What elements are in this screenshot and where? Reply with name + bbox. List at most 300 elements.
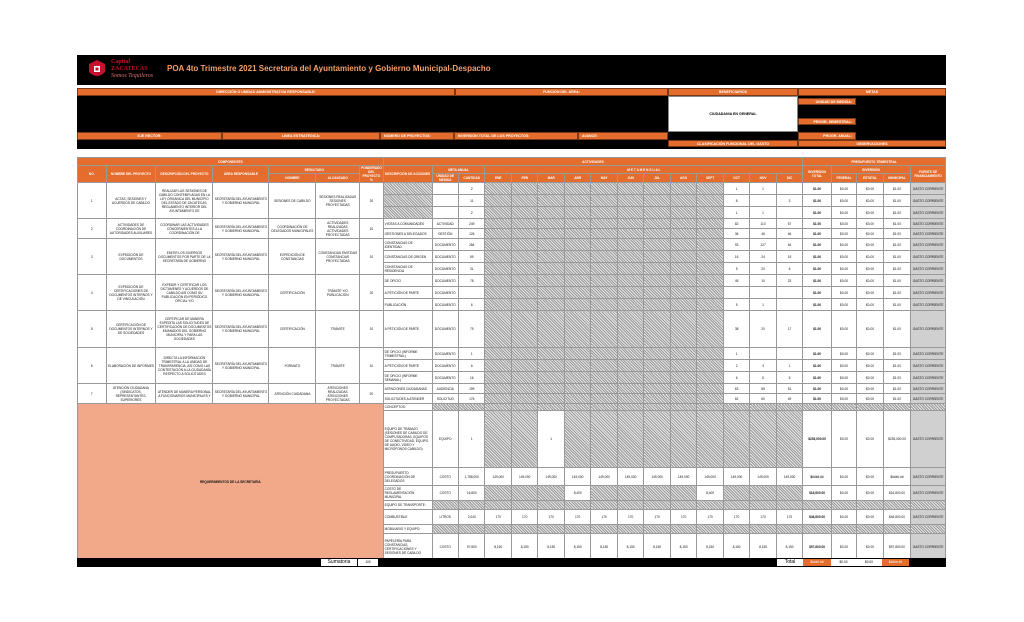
project-description: EXPEDIR Y CERTIFICAR LOS DICTÁMENES Y ACUERDOS DE CABILDO ASÍ COMO SU PUBLICACIÓN EN PERIÓDICO OFICIAL Y/O [156,275,213,311]
month-cell [670,207,696,219]
requirement-funding: GASTO CORRIENTE [911,510,946,525]
requirement-funding [911,501,946,510]
month-cell [564,287,590,299]
month-cell [591,394,617,404]
activity-description: DE OFICIO (INFORME TRIMESTRAL) [383,348,432,360]
requirement-month: 149,000 [697,468,723,486]
month-cell [591,311,617,348]
activity-quantity: 59 [459,251,485,263]
investment-federal: $0.00 [831,195,856,207]
requirement-quantity [459,525,485,534]
activity-description: A PETICIÓN DE PARTE [383,360,432,372]
requirement-month [750,486,776,501]
month-cell [617,195,643,207]
blank-cell [723,404,749,411]
investment-state: $0.00 [857,372,883,384]
investment-total: $1.00 [803,394,832,404]
requirement-month: 149,000 [617,468,643,486]
page-title: POA 4to Trimestre 2021 Secretaría del Ayuntamiento y Gobierno Municipal-Despacho [167,64,491,73]
requirement-total [803,525,832,534]
total-municipal: $####.## [882,559,909,566]
month-header-oct: OCT [723,174,749,183]
activity-quantity: 11 [459,195,485,207]
month-cell [697,183,723,195]
activity-unit: DOCUMENTO [432,239,458,251]
requirement-month: 149,000 [750,468,776,486]
activity-unit [432,183,458,195]
month-cell [564,311,590,348]
activity-quantity: 284 [459,239,485,251]
inversion-total-label: INVERSIÓN TOTAL DE LOS PROYECTOS: [454,132,578,140]
project-name: ACTIVIDADES DE COORDINACIÓN DE AUTORIDADES AUXILIARES [106,219,156,239]
requirement-month: 8,150 [776,534,802,560]
requirement-month: 170 [644,510,670,525]
table-body [78,158,946,560]
month-cell [538,219,564,229]
requirement-state: $0.00 [857,534,883,560]
resultado-nombre-header: NOMBRE [269,174,316,183]
investment-total: $1.00 [803,207,832,219]
requirement-unit: LITROS [432,510,458,525]
month-cell [591,360,617,372]
requirement-month: 170 [670,510,696,525]
month-cell [670,219,696,229]
project-area: SECRETARÍA DEL AYUNTAMIENTO Y GOBIERNO MUNICIPAL [213,219,269,239]
requirement-month [591,501,617,510]
activity-unit: AUDIENCIA [432,384,458,394]
project-number: 6 [78,348,107,384]
project-result-achieved: SESIONES REALIZADAS SESIONES PROYECTADAS [316,183,360,219]
project-description: CERTIFICAR DE MANERA EXPEDITA LAS SOLICITUDES DE CERTIFICACIÓN DE DOCUMENTOS EMANADOS DEL GOBIERNO MUNICIPAL Y PARA LAS SOCIEDADES [156,311,213,348]
investment-municipal: $1.00 [883,263,911,275]
investment-federal: $0.00 [831,299,856,311]
requirement-quantity: 1 [459,411,485,468]
month-cell [617,263,643,275]
month-oct: 2 [723,360,749,372]
requirement-month [670,486,696,501]
requirement-month [511,411,537,468]
blank-cell [511,404,537,411]
project-name: CERTIFICACIÓN DE DOCUMENTOS INTERNOS Y DE SOCIEDADES [106,311,156,348]
month-cell [564,360,590,372]
month-dic: 17 [776,311,802,348]
activity-unit: DOCUMENTO [432,251,458,263]
funding-source: GASTO CORRIENTE [911,275,946,287]
month-cell [644,311,670,348]
requirement-federal: $0.00 [831,486,856,501]
month-cell [644,219,670,229]
month-cell [617,183,643,195]
blank-cell [831,404,856,411]
month-cell [670,348,696,360]
activity-description [383,207,432,219]
month-oct: 45 [723,275,749,287]
month-oct: 93 [723,239,749,251]
requirement-month [538,501,564,510]
project-weight: 10 [360,348,384,384]
requirement-month [617,486,643,501]
month-cell [538,183,564,195]
requirement-state [857,525,883,534]
activity-quantity: 78 [459,275,485,287]
requirement-unit: COSTO [432,486,458,501]
eje-rector-label: EJE RECTOR: [77,132,222,140]
activity-description: PUBLICACIÓN [383,299,432,311]
month-cell [511,299,537,311]
requirement-month [776,501,802,510]
month-cell [697,394,723,404]
project-area: SECRETARÍA DEL AYUNTAMIENTO Y GOBIERNO MUNICIPAL [213,348,269,384]
month-cell [538,348,564,360]
investment-municipal: $1.00 [883,229,911,239]
month-cell [644,372,670,384]
funding-source: GASTO CORRIENTE [911,251,946,263]
alcanzado-header: ALCANZADO [316,174,360,183]
month-cell [644,183,670,195]
investment-total: $1.00 [803,311,832,348]
blank-cell [644,404,670,411]
investment-state: $0.00 [857,183,883,195]
month-oct [723,287,749,299]
month-cell [538,263,564,275]
month-cell [485,372,511,384]
project-name: ATENCIÓN CIUDADANA (SINDICATOS, REPRESENTANTES, SUPERIORES [106,384,156,404]
month-header-dic: DIC [776,174,802,183]
project-description: DIRECTA LA INFORMACIÓN TRIMESTRAL A LA UNIDAD DE TRANSPARENCIA, ASÍ COMO LAS CONTESTACIÓN A LA CIUDADANÍA RESPECTO A SOLICITUDES [156,348,213,384]
conceptos-label: CONCEPTOS: [383,404,432,411]
requirement-month: 8,150 [697,534,723,560]
month-cell [564,384,590,394]
requirement-month [644,501,670,510]
logo-line-3: Somos Tequileros [111,73,154,79]
requirement-state: $0.00 [857,468,883,486]
month-cell [591,384,617,394]
month-oct: 1 [723,183,749,195]
investment-state: $0.00 [857,207,883,219]
activity-unit [432,195,458,207]
month-cell [617,287,643,299]
requirement-quantity [459,501,485,510]
project-name: ELABORACIÓN DE INFORMES [106,348,156,384]
month-cell [617,360,643,372]
month-cell [697,275,723,287]
month-cell [511,311,537,348]
blank-cell [617,404,643,411]
month-oct: 62 [723,394,749,404]
funding-source: GASTO CORRIENTE [911,299,946,311]
blank-cell [459,404,485,411]
nombre-header: NOMBRE DEL PROYECTO [106,166,156,183]
requirement-quantity: 16,800 [459,486,485,501]
month-cell [617,348,643,360]
month-cell [511,219,537,229]
requirement-month [617,411,643,468]
month-dic [776,299,802,311]
funding-source: GASTO CORRIENTE [911,219,946,229]
requirement-federal [831,525,856,534]
month-cell [538,311,564,348]
clasificacion-label: CLASIFICACIÓN FUNCIONAL DEL GASTO [668,140,798,147]
project-activity-row [78,239,946,251]
project-name: EXPEDICIÓN DE DOCUMENTOS [106,239,156,275]
month-cell [511,348,537,360]
investment-federal: $0.00 [831,183,856,195]
month-cell [591,183,617,195]
project-result-achieved: CONSTANCIAS EMITIDAS CONSTANCIAS PROYECTADAS [316,239,360,275]
activity-description: VISITAS A COMUNIDADES [383,219,432,229]
month-cell [591,263,617,275]
total-label: Total [777,559,803,566]
investment-municipal: $1.00 [883,195,911,207]
month-cell [485,360,511,372]
month-cell [485,251,511,263]
requirement-month: 149,000 [723,468,749,486]
month-cell [538,287,564,299]
month-cell [564,275,590,287]
month-cell [511,207,537,219]
ciudadania-value: CIUDADANIA EN GENERAL [668,96,798,132]
month-cell [485,195,511,207]
requirement-month [750,525,776,534]
requirement-month: 8,150 [644,534,670,560]
header-row-2 [78,166,946,174]
inversion-total-header: INVERSION TOTAL [803,166,832,183]
requirement-federal: $0.00 [831,510,856,525]
requirement-total: $235,000.00 [803,411,832,468]
investment-total: $1.00 [803,360,832,372]
investment-municipal: $1.00 [883,360,911,372]
requirement-month [723,486,749,501]
month-cell [564,229,590,239]
month-cell [538,384,564,394]
month-cell [485,394,511,404]
requirement-concept: PAPELERÍA PARA CONSTANCIAS, CERTIFICACIONES Y SESIONES DE CABILDO [383,534,432,560]
funding-source: GASTO CORRIENTE [911,384,946,394]
linea-estrategica-label: LINEA ESTRATÉGICA: [222,132,380,140]
month-cell [644,251,670,263]
month-cell [511,287,537,299]
requirement-total: $16,800.00 [803,486,832,501]
investment-state: $0.00 [857,384,883,394]
month-cell [564,195,590,207]
requirement-month [617,501,643,510]
requirement-month: 8,150 [538,534,564,560]
investment-state: $0.00 [857,287,883,299]
project-result-achieved: TRÁMITE [316,311,360,348]
activity-unit: DOCUMENTO [432,348,458,360]
ponderado-header: PONDERADO DEL PROYECTO % [361,166,382,182]
requirement-state [857,501,883,510]
activity-quantity: 31 [459,263,485,275]
project-result-achieved: TRÁMITE Y/O PUBLICACIÓN [316,275,360,311]
funding-source: GASTO CORRIENTE [911,229,946,239]
month-cell [670,239,696,251]
requirement-month [697,525,723,534]
month-cell [697,287,723,299]
investment-federal: $0.00 [831,251,856,263]
requirement-month: 149,000 [564,468,590,486]
month-nov [750,348,776,360]
investment-state: $0.00 [857,299,883,311]
month-cell [644,348,670,360]
activity-quantity: 176 [459,394,485,404]
total-estatal: $0.00 [856,559,882,566]
activity-description: GESTIONES A DELEGADOS [383,229,432,239]
project-weight: 10 [360,219,384,239]
investment-municipal: $1.00 [883,311,911,348]
requirement-month: 149,000 [538,468,564,486]
month-cell [617,229,643,239]
month-cell [644,360,670,372]
activity-description [383,195,432,207]
requirement-municipal: $####.## [883,468,911,486]
month-cell [485,229,511,239]
month-cell [538,195,564,207]
investment-municipal: $1.00 [883,207,911,219]
requirement-federal [831,501,856,510]
requirement-month [511,501,537,510]
requirement-month: 149,000 [670,468,696,486]
investment-municipal: $1.00 [883,183,911,195]
month-dic [776,348,802,360]
investment-municipal: $1.00 [883,348,911,360]
num-proyectos-label: NÚMERO DE PROYECTOS: [380,132,454,140]
no-header: NO. [78,166,107,183]
project-description: REALIZAR LAS SESIONES DE CABILDO CONTEMPLADAS EN LA LEY ORGANICA DEL MUNICIPIO DEL ESTADO DE ZACATECAS, REGLAMENTO INTERIOR DEL AYUNTAMIENTO DE [156,183,213,219]
month-nov: 5 [750,372,776,384]
requirement-month [670,411,696,468]
investment-state: $0.00 [857,311,883,348]
direccion-header: DIRECCIÓN O UNIDAD ADMINISTRATIVA RESPONSABLE: [77,88,455,96]
investment-federal: $0.00 [831,229,856,239]
month-header-ago: AGO [670,174,696,183]
requirement-funding: GASTO CORRIENTE [911,486,946,501]
funding-source: GASTO CORRIENTE [911,311,946,348]
month-header-ene: ENE [485,174,511,183]
month-cell [591,207,617,219]
month-cell [511,239,537,251]
month-nov: 20 [750,311,776,348]
month-cell [697,219,723,229]
requirement-quantity: 1,788,000 [459,468,485,486]
month-cell [644,275,670,287]
month-cell [670,251,696,263]
month-cell [485,384,511,394]
actividades-header: ACTIVIDADES [383,158,803,166]
month-cell [511,251,537,263]
month-dic: 51 [776,384,802,394]
requirement-month [723,501,749,510]
requirement-month [723,411,749,468]
project-activity-row [78,384,946,394]
requirement-month: 8,150 [485,534,511,560]
requirement-municipal [883,501,911,510]
month-cell [564,239,590,251]
municipal-header: MUNICIPAL [883,174,911,183]
requirement-municipal: $235,000.00 [883,411,911,468]
investment-federal: $0.00 [831,360,856,372]
month-cell [538,299,564,311]
month-cell [697,195,723,207]
blank-cell [670,404,696,411]
activity-description: CONSTANCIAS DE ORIGEN [383,251,432,263]
federal-header: FEDERAL [831,174,856,183]
requirement-unit: COSTO [432,534,458,560]
requirement-unit: COSTO [432,468,458,486]
investment-total: $1.00 [803,384,832,394]
requirement-concept: EQUIPO DE TRABAJO (SESIONES DE CABILDO DE COMPUTADORAS, EQUIPOS DE CONECTIVIDAD, EQUIPO DE AUDIO, VIDEO Y MICRÓFONOS CABILDO) [383,411,432,468]
month-nov: 1 [750,207,776,219]
month-oct: 16 [723,251,749,263]
project-area: SECRETARÍA DEL AYUNTAMIENTO Y GOBIERNO MUNICIPAL [213,311,269,348]
month-header-sept: SEPT [697,174,723,183]
month-cell [591,287,617,299]
month-dic [776,207,802,219]
month-header-nov: NOV [750,174,776,183]
month-cell [670,384,696,394]
project-result-name: SESIONES DE CABILDO [269,183,316,219]
blank-cell [776,404,802,411]
month-cell [485,299,511,311]
requirement-concept: MOBILIARIO Y EQUIPO: [383,525,432,534]
month-cell [485,275,511,287]
month-dic: 64 [776,239,802,251]
investment-total: $1.00 [803,219,832,229]
activity-unit: DOCUMENTO [432,287,458,299]
project-result-name: CERTIFICACIÓN [269,275,316,311]
requirement-unit: EQUIPO [432,411,458,468]
requirement-funding: GASTO CORRIENTE [911,411,946,468]
requirement-month [591,525,617,534]
month-cell [538,207,564,219]
header-spacer [668,132,798,140]
project-result-name: FORMATO [269,348,316,384]
activity-unit: DOCUMENTO [432,299,458,311]
requirement-month: 8,150 [670,534,696,560]
project-number: 7 [78,384,107,404]
month-cell [591,372,617,384]
blank-cell [883,404,911,411]
month-cell [591,239,617,251]
funding-source: GASTO CORRIENTE [911,195,946,207]
month-cell [670,372,696,384]
month-dic [776,183,802,195]
month-cell [644,287,670,299]
investment-municipal: $1.00 [883,299,911,311]
month-cell [591,219,617,229]
requirement-month: 149,000 [591,468,617,486]
month-cell [538,360,564,372]
requirement-month [591,411,617,468]
investment-state: $0.00 [857,239,883,251]
requirement-unit [432,525,458,534]
investment-total: $1.00 [803,251,832,263]
month-cell [485,263,511,275]
prog-anual-label: PROGR. ANUAL: [798,132,856,140]
investment-federal: $0.00 [831,287,856,299]
month-cell [617,384,643,394]
month-oct: 6 [723,372,749,384]
project-weight: 20 [360,183,384,219]
blank-cell [485,404,511,411]
project-weight: 20 [360,275,384,311]
logo-wordmark [111,59,161,81]
project-activity-row [78,311,946,348]
month-cell [670,299,696,311]
month-oct: 5 [723,263,749,275]
month-cell [485,287,511,299]
funding-source: GASTO CORRIENTE [911,394,946,404]
